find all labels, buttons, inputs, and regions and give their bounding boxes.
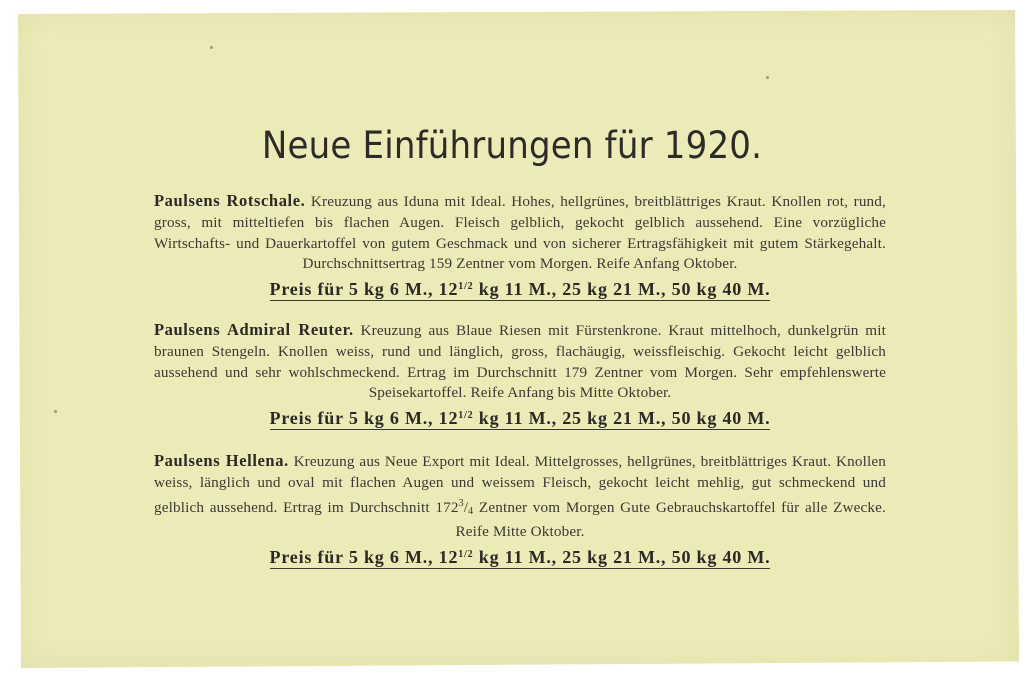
paper-speck — [210, 46, 213, 49]
fraction-num: 3 — [458, 497, 464, 509]
variety-text: Kreuzung aus Blaue Riesen mit Fürstenkrone. Kraut mittelhoch, dunkelgrün mit braunen Stengeln. Knollen weiss, rund und länglich, gross, flachäugig, weissfleischig. Gekocht leicht gelblich aussehend und sehr wohlschmeckend. Ertrag im Durchschnitt 179 Zentner vom Morgen. Sehr empfehlenswerte Speisekartoffel. Reife Anfang bis Mitte Oktober. — [154, 322, 887, 402]
variety-name: Paulsens Admiral Reuter. — [154, 320, 354, 339]
fraction-half: 1/2 — [458, 549, 474, 561]
price-line — [154, 408, 886, 429]
paper-speck — [766, 76, 769, 79]
variety-text: Kreuzung aus Iduna mit Ideal. Hohes, hellgrünes, breitblättriges Kraut. Knollen rot, rund, gross, mit mitteltiefen bis flachen Augen. Fleisch gelblich, gekocht gelblich aussehend. Eine vorzügliche Wirtschafts- und Dauerkartoffel von gutem Geschmack und von sicherer Ertragsfähigkeit mit gutem Stärkegehalt. Durchschnittsertrag 159 Zentner vom Morgen. Reife Anfang Oktober. — [154, 193, 886, 273]
price-text: Preis für 5 kg 6 M., $12^{1/2}$ kg 11 M., 25 kg 21 M., 50 kg 40 M. — [269, 279, 771, 300]
price-text: Preis für 5 kg 6 M., $12^{1/2}$ kg 11 M., 25 kg 21 M., 50 kg 40 M. — [269, 547, 771, 568]
price-line — [154, 547, 886, 568]
fraction-half: 1/2 — [458, 410, 474, 422]
price-text: Preis für 5 kg 6 M., $12^{1/2}$ kg 11 M., 25 kg 21 M., 50 kg 40 M. — [269, 408, 771, 429]
entry-hellena — [154, 451, 886, 568]
entry-admiral-reuter — [154, 320, 886, 429]
variety-text-cont: Zentner vom Morgen Gute Gebrauchskartoffel für alle Zwecke. Reife Mitte Oktober. — [455, 498, 887, 541]
variety-text: Kreuzung aus Neue Export mit Ideal. Mittelgrosses, hellgrünes, breitblättriges Kraut. Knollen weiss, länglich und oval mit flachen Augen und weissem Fleisch, gekocht leicht mehlig, gut schmeckend und gelblich aussehend. Ertrag im Durchschnitt 172 — [154, 453, 887, 516]
price-line — [154, 279, 886, 300]
variety-name: Paulsens Rotschale. — [154, 191, 306, 210]
entry-description — [154, 191, 886, 275]
fraction-den: 4 — [468, 505, 474, 517]
entry-description — [154, 320, 886, 404]
document-title: Neue Einführungen für 1920. — [261, 124, 763, 167]
paper-speck — [54, 410, 57, 413]
variety-name: Paulsens Hellena. — [154, 451, 289, 470]
entry-description: Paulsens Hellena. Kreuzung aus Neue Export mit Ideal. Mittelgrosses, hellgrünes, breitblättriges Kraut. Knollen weiss, länglich und oval mit flachen Augen und weissem Fleisch, gekocht leicht mehlig, gut schmeckend und gelblich aussehend. Ertrag im Durchschnitt $172^3/_4$ Zentner vom Morgen Gute Gebrauchskartoffel für alle Zwecke. Reife Mitte Oktober. — [154, 451, 887, 541]
entry-rotschale — [154, 191, 886, 300]
fraction-half: 1/2 — [458, 281, 474, 293]
